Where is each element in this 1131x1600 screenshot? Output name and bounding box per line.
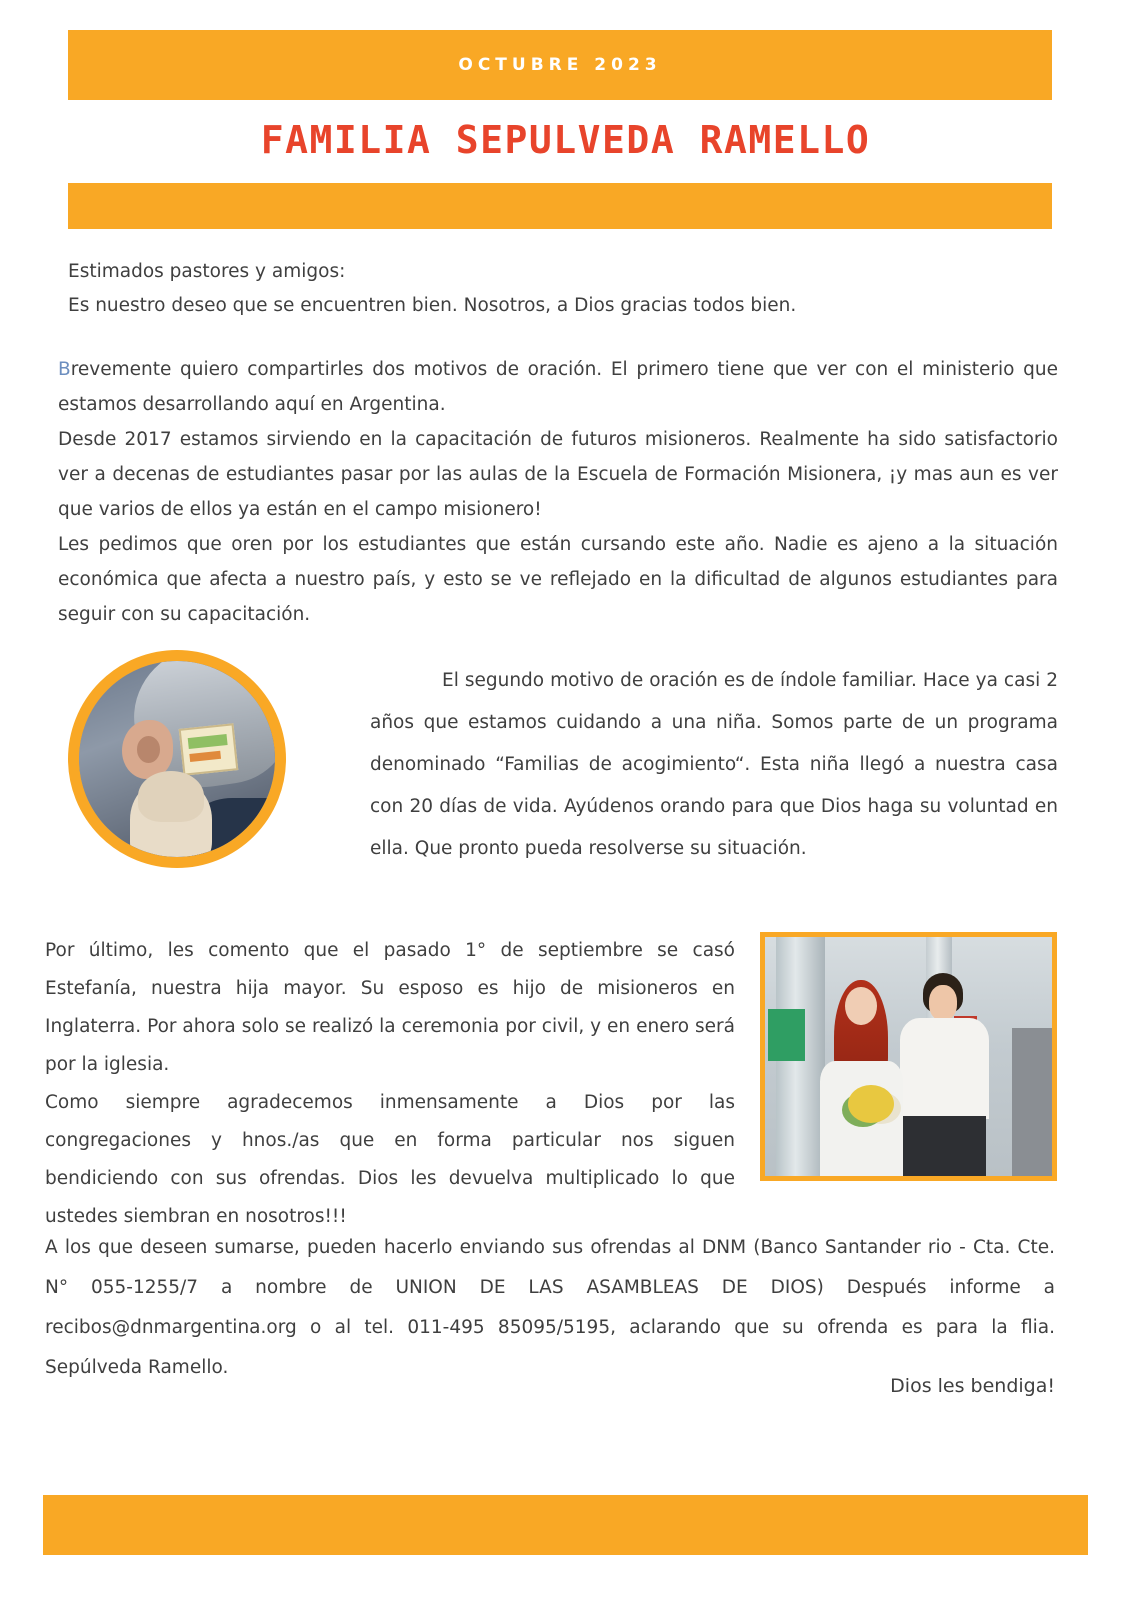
photo-wedding xyxy=(760,932,1057,1181)
issue-date: OCTUBRE 2023 xyxy=(458,55,662,75)
greeting-line-1: Estimados pastores y amigos: xyxy=(68,261,346,282)
groom-shirt-shape xyxy=(900,1018,989,1118)
paragraph-3: Les pedimos que oren por los estudiantes que están cursando este año. Nadie es ajeno a la situación económica que afecta a nuestro país, y esto se ve reflejado en la dificultad de algunos estudiantes para seguir con su capacitación. xyxy=(58,534,1058,625)
paragraph-6: Como siempre agradecemos inmensamente a Dios por las congregaciones y hnos./as que en forma particular nos siguen bendiciendo con sus ofrendas. Dios les devuelva multiplicado lo que ustedes siembran en nosotros!!! xyxy=(45,1092,735,1227)
paragraph-1 xyxy=(58,352,1058,422)
offering-paragraph-block xyxy=(45,1228,1055,1388)
groom-pants-shape xyxy=(903,1116,986,1176)
header-accent-band xyxy=(68,183,1052,229)
header-date-band xyxy=(68,30,1052,100)
greeting-line-2: Es nuestro deseo que se encuentren bien. Nosotros, a Dios gracias todos bien. xyxy=(68,295,797,316)
background-person-shape xyxy=(1012,1028,1052,1176)
family-paragraph-block xyxy=(370,660,1058,870)
groom-face-shape xyxy=(929,985,958,1021)
paragraph-1-text: revemente quiero compartirles dos motivos de oración. El primero tiene que ver con el ministerio que estamos desarrollando aquí en Argentina. xyxy=(58,359,1058,415)
intro-paragraphs xyxy=(58,352,1058,632)
paragraph-4: El segundo motivo de oración es de índole familiar. Hace ya casi 2 años que estamos cuidando a una niña. Somos parte de un programa denominado “Familias de acogimiento“. Esta niña llegó a nuestra casa con 20 días de vida. Ayúdenos orando para que Dios haga su voluntad en ella. Que pronto pueda resolverse su situación. xyxy=(370,670,1058,859)
paragraph-5: Por último, les comento que el pasado 1° de septiembre se casó Estefanía, nuestra hija mayor. Su esposo es hijo de misioneros en Inglaterra. Por ahora solo se realizó la ceremonia por civil, y en enero será por la iglesia. xyxy=(45,940,735,1075)
page-title: FAMILIA SEPULVEDA RAMELLO xyxy=(260,118,871,162)
bride-face-shape xyxy=(845,987,877,1025)
baby-hat-shape xyxy=(138,771,205,822)
green-panel-shape xyxy=(768,1009,805,1062)
paragraph-2: Desde 2017 estamos sirviendo en la capacitación de futuros misioneros. Realmente ha sido satisfactorio ver a decenas de estudiantes pasar por las aulas de la Escuela de Formación Misionera, ¡y mas aun es ver que varios de ellos ya están en el campo misionero! xyxy=(58,429,1058,520)
footer-band xyxy=(43,1495,1088,1555)
ear-shape xyxy=(122,720,173,779)
drop-cap: B xyxy=(58,359,71,380)
wedding-paragraph-block xyxy=(45,932,735,1236)
photo-baby-circular xyxy=(68,650,286,868)
greeting-block xyxy=(68,255,1058,323)
closing-line: Dios les bendiga! xyxy=(890,1375,1055,1397)
card-shape xyxy=(179,723,239,776)
paragraph-7: A los que deseen sumarse, pueden hacerlo enviando sus ofrendas al DNM (Banco Santander rio - Cta. Cte. N° 055-1255/7 a nombre de UNION DE LAS ASAMBLEAS DE DIOS) Después informe a recibos@dnmargentina.org o al tel. 011-495 85095/5195, aclarando que su ofrenda es para la flia. Sepúlveda Ramello. xyxy=(45,1237,1055,1378)
